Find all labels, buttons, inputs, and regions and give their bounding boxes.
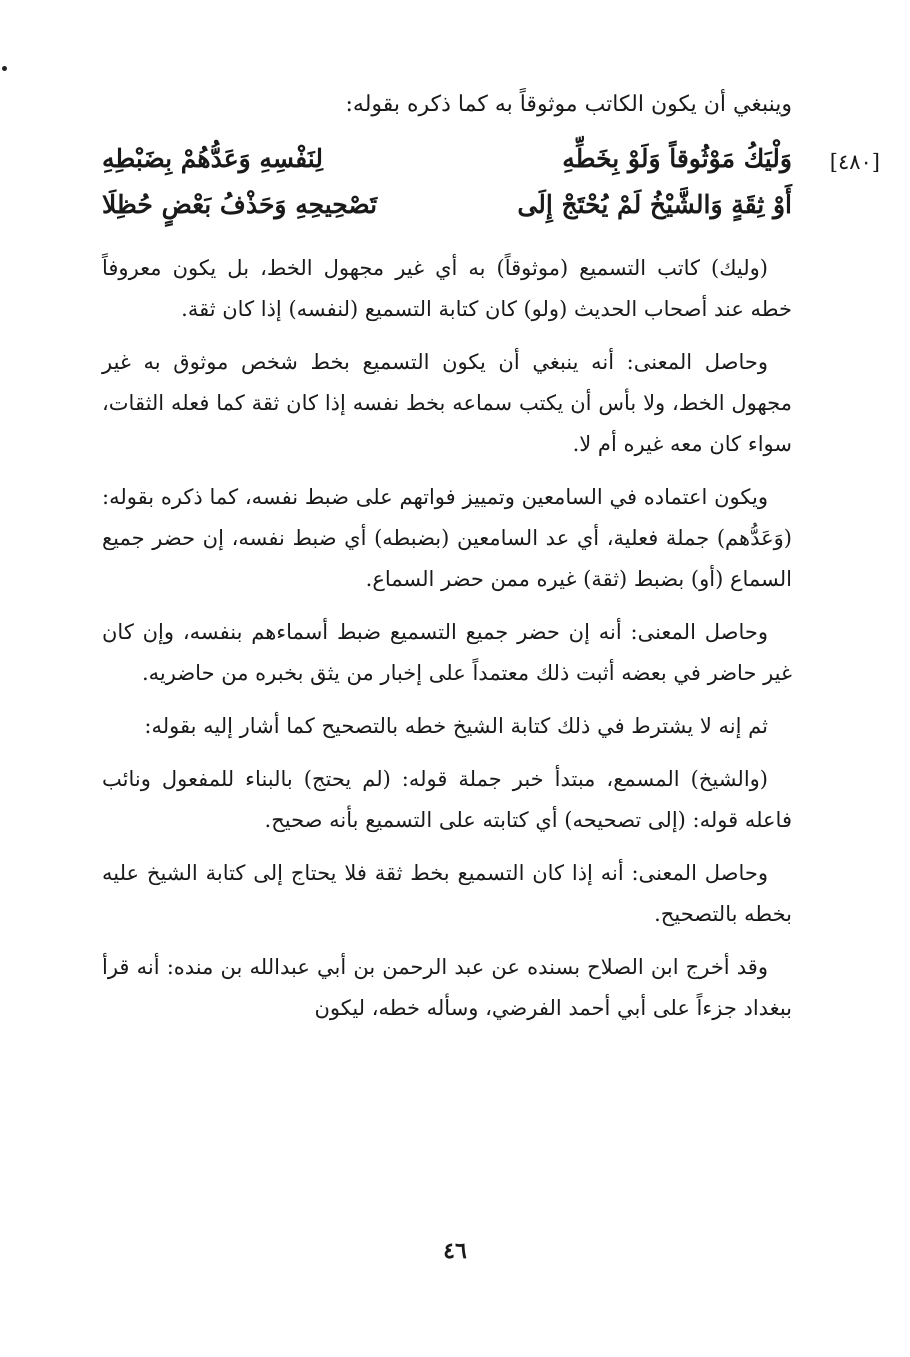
intro-line: وينبغي أن يكون الكاتب موثوقاً به كما ذكره بقوله: [345, 92, 792, 117]
paragraph: وحاصل المعنى: أنه ينبغي أن يكون التسميع بخط شخص موثوق به غير مجهول الخط، ولا بأس أن يكتب سماعه بخط نفسه إذا كان ثقة كما فعله الثقات، سواء كان معه غيره أم لا. [102, 350, 792, 456]
margin-mark [2, 66, 7, 71]
verse-line-2 [102, 182, 792, 228]
paragraph: ثم إنه لا يشترط في ذلك كتابة الشيخ خطه بالتصحيح كما أشار إليه بقوله: [144, 714, 768, 738]
verse-line-2-first-hemistich: أَوْ ثِقَةٍ وَالشَّيْخُ لَمْ يُحْتَجْ إِلَى [517, 190, 792, 219]
paragraph: ويكون اعتماده في السامعين وتمييز فواتهم على ضبط نفسه، كما ذكره بقوله: (وَعَدُّهم) جملة فعلية، أي عد السامعين (بضبطه) أي ضبط نفسه، إن حضر جميع السماع (أو) بضبط (ثقة) غيره ممن حضر السماع. [102, 485, 792, 591]
paragraph: وحاصل المعنى: أنه إن حضر جميع التسميع ضبط أسماءهم بنفسه، وإن كان غير حاضر في بعضه أثبت ذلك معتمداً على إخبار من يثق بخبره من حاضريه. [102, 620, 792, 685]
page-number: ٤٦ [443, 1238, 467, 1264]
paragraph: وقد أخرج ابن الصلاح بسنده عن عبد الرحمن بن أبي عبدالله بن منده: أنه قرأ ببغداد جزءاً على أبي أحمد الفرضي، وسأله خطه، ليكون [102, 955, 792, 1020]
verse-line-1 [102, 136, 792, 182]
paragraph: وحاصل المعنى: أنه إذا كان التسميع بخط ثقة فلا يحتاج إلى كتابة الشيخ عليه بخطه بالتصحيح. [102, 861, 792, 926]
verse-line-1-first-hemistich: وَلْيَكُ مَوْثُوقاً وَلَوْ بِخَطِّهِ [562, 144, 792, 173]
paragraph: (وليك) كاتب التسميع (موثوقاً) به أي غير مجهول الخط، بل يكون معروفاً خطه عند أصحاب الحديث (ولو) كان كتابة التسميع (لنفسه) إذا كان ثقة. [102, 256, 792, 321]
commentary-body [102, 248, 792, 1041]
verse-number: [٤٨٠] [829, 150, 880, 174]
paragraph: (والشيخ) المسمع، مبتدأ خبر جملة قوله: (لم يحتج) بالبناء للمفعول ونائب فاعله قوله: (إلى تصحيحه) أي كتابته على التسميع بأنه صحيح. [102, 767, 792, 832]
verse-line-2-second-hemistich: تَصْحِيحِهِ وَحَذْفُ بَعْضٍ حُظِلَا [102, 190, 378, 219]
verse-line-1-second-hemistich: لِنَفْسِهِ وَعَدُّهُمْ بِضَبْطِهِ [102, 144, 323, 173]
verse-block [102, 136, 792, 228]
